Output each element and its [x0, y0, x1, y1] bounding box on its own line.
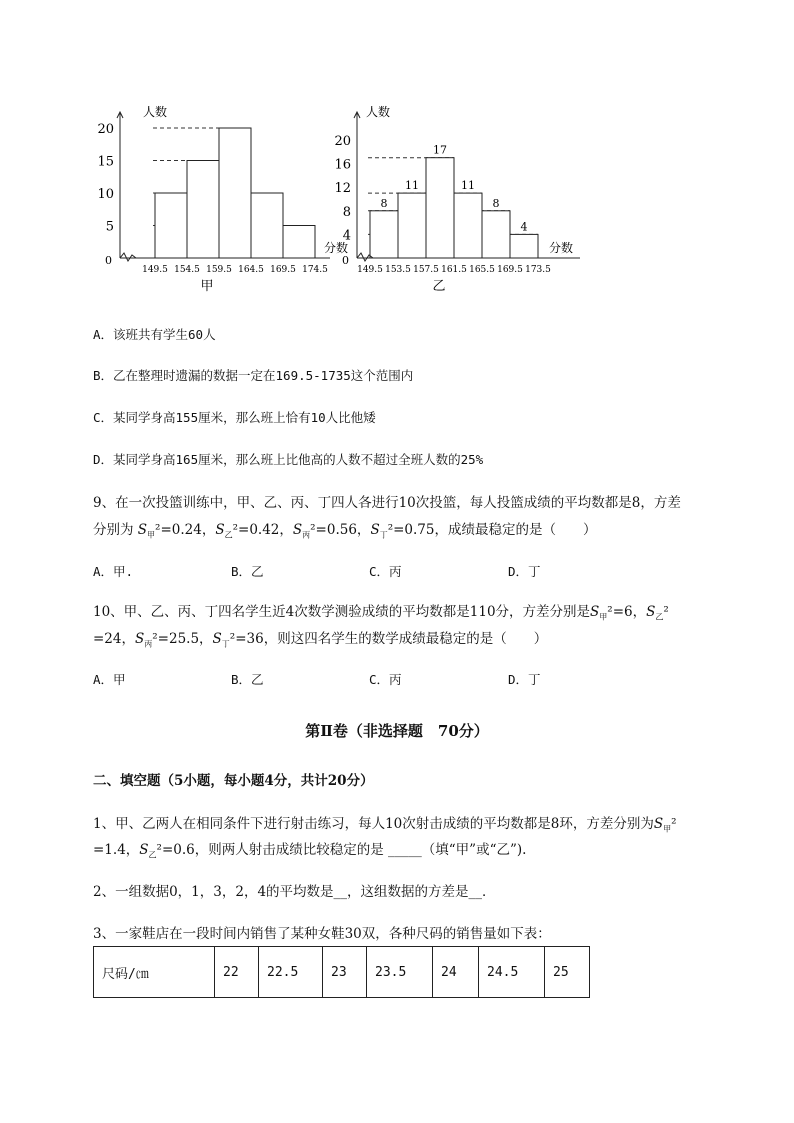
x-tick-label: 164.5 — [238, 265, 264, 275]
y-tick-label: 12 — [334, 181, 351, 197]
f3-text: 3、一家鞋店在一段时间内销售了某种女鞋30双，各种尺码的销售量如下表： — [93, 926, 551, 942]
histogram-bar — [482, 211, 510, 258]
x-tick-label: 169.5 — [497, 265, 523, 275]
size-cell: 24 — [433, 947, 479, 998]
histogram-bar — [454, 193, 482, 258]
q10-s4: S — [212, 631, 222, 647]
y-tick-label: 5 — [105, 219, 114, 235]
section2-title: 第Ⅱ卷（非选择题 70分） — [305, 722, 489, 740]
f1-val2: ²=0.6，则两人射击成绩比较稳定的是 _____（填“甲”或“乙”). — [156, 842, 527, 858]
q9-option-c: C．丙 — [369, 564, 402, 579]
y-tick-label: 15 — [97, 154, 114, 170]
x-tick-label: 159.5 — [206, 265, 232, 275]
y-axis-title: 人数 — [366, 105, 391, 119]
x-tick-label: 173.5 — [525, 265, 551, 275]
x-tick-label: 169.5 — [270, 265, 296, 275]
histogram-yi — [330, 100, 600, 300]
q10-option-c: C．丙 — [369, 672, 402, 687]
histogram-jia — [95, 100, 360, 300]
size-table — [93, 946, 590, 998]
q8-option-d: D．某同学身高165厘米，那么班上比他高的人数不超过全班人数的25% — [93, 452, 484, 467]
origin-label: 0 — [105, 254, 112, 267]
histogram-bar — [510, 234, 538, 258]
y-tick-label: 20 — [334, 134, 351, 149]
q10-text1: 10、甲、乙、丙、丁四名学生近4次数学测验成绩的平均数都是110分，方差分别是 — [93, 604, 591, 620]
q9-stem-line1: 9、在一次投篮训练中，甲、乙、丙、丁四人各进行10次投篮，每人投篮成绩的平均数都是8，方差 — [93, 495, 681, 511]
q9-option-b: B．乙 — [231, 564, 264, 579]
q9-s4: S — [370, 522, 380, 538]
q10-stem-line1 — [93, 600, 669, 623]
axis-break — [120, 253, 136, 261]
x-axis-title: 分数 — [549, 241, 574, 255]
q9-sub1: 甲 — [147, 530, 156, 540]
q9-s1: S — [137, 522, 148, 538]
q8-option-b: B．乙在整理时遗漏的数据一定在169.5-1735这个范围内 — [93, 368, 414, 383]
histogram-bar — [283, 226, 315, 259]
chart-name: 乙 — [432, 279, 446, 294]
histogram-bar — [251, 193, 283, 258]
bar-value-label: 4 — [520, 220, 528, 234]
q10-s2: S — [646, 604, 656, 620]
q9-stem-line2 — [93, 518, 596, 541]
bar-value-label: 8 — [380, 196, 388, 210]
q10-s1: S — [590, 604, 600, 620]
y-tick-label: 4 — [342, 228, 351, 244]
q9-val2: ²=0.42， — [232, 522, 293, 538]
size-cell: 25 — [545, 947, 590, 998]
q10-val3: ²=25.5， — [152, 631, 213, 647]
q10-option-d: D．丁 — [508, 672, 541, 687]
q9-prefix: 分别为 — [93, 522, 134, 538]
x-tick-label: 149.5 — [142, 265, 168, 275]
q9-option-a: A．甲. — [93, 564, 134, 579]
q10-sub4: 丁 — [221, 639, 230, 649]
x-tick-label: 153.5 — [385, 265, 411, 275]
q9-s3: S — [292, 522, 303, 538]
size-header-cell: 尺码/㎝ — [94, 947, 215, 998]
q10-stem-line2 — [93, 627, 547, 650]
q10-option-a: A．甲 — [93, 672, 126, 687]
q10-val4: ²=36，则这四名学生的数学成绩最稳定的是（ ） — [229, 631, 548, 647]
histogram-bar — [155, 193, 187, 258]
f1-text1: 1、甲、乙两人在相同条件下进行射击练习，每人10次射击成绩的平均数都是8环，方差分别为 — [93, 816, 654, 832]
chart-name: 甲 — [200, 279, 214, 294]
f1-sub2: 乙 — [148, 850, 157, 860]
histogram-bar — [187, 161, 219, 259]
histogram-bar — [370, 211, 398, 258]
y-axis-title: 人数 — [143, 105, 168, 119]
size-cell: 22 — [215, 947, 259, 998]
x-tick-label: 149.5 — [357, 265, 383, 275]
size-cell: 23.5 — [367, 947, 433, 998]
y-tick-label: 8 — [342, 204, 351, 220]
histogram-bar — [426, 158, 454, 258]
size-cell: 23 — [323, 947, 367, 998]
size-cell: 24.5 — [479, 947, 545, 998]
q10-sub2: 乙 — [655, 612, 664, 622]
f1-line1 — [93, 812, 677, 835]
histogram-bar — [219, 128, 251, 258]
x-tick-label: 165.5 — [469, 265, 495, 275]
q10-sub1: 甲 — [599, 612, 608, 622]
q10-val1: ²=6， — [607, 604, 647, 620]
histogram-bar — [398, 193, 426, 258]
q9-sub4: 丁 — [379, 530, 388, 540]
x-axis-title: 分数 — [324, 241, 349, 255]
q10-text2: =24， — [93, 631, 135, 647]
x-tick-label: 154.5 — [174, 265, 200, 275]
q10-option-b: B．乙 — [231, 672, 264, 687]
q9-sub3: 丙 — [302, 530, 311, 540]
q9-val1: ²=0.24， — [155, 522, 216, 538]
size-table-row — [94, 947, 590, 998]
f1-s2: S — [139, 842, 149, 858]
q10-s3: S — [135, 631, 145, 647]
fill-blank-title: 二、填空题（5小题，每小题4分，共计20分） — [93, 773, 374, 789]
bar-value-label: 11 — [405, 179, 419, 193]
q9-sub2: 乙 — [224, 530, 233, 540]
size-cell: 22.5 — [259, 947, 323, 998]
q10-val2: ² — [663, 604, 669, 620]
bar-value-label: 8 — [492, 196, 500, 210]
q8-option-a: A．该班共有学生60人 — [93, 327, 216, 342]
f1-sub1: 甲 — [663, 824, 672, 834]
x-tick-label: 174.5 — [302, 265, 328, 275]
f1-text2: =1.4， — [93, 842, 140, 858]
x-tick-label: 161.5 — [441, 265, 467, 275]
y-tick-label: 16 — [334, 157, 351, 173]
q9-val4: ²=0.75，成绩最稳定的是（ ） — [387, 522, 597, 538]
q8-option-c: C．某同学身高155厘米，那么班上恰有10人比他矮 — [93, 410, 376, 425]
origin-label: 0 — [342, 254, 349, 267]
f1-val1: ² — [671, 816, 677, 832]
f2-text: 2、一组数据0，1，3，2，4的平均数是__，这组数据的方差是__． — [93, 884, 496, 900]
f1-line2 — [93, 838, 526, 861]
bar-value-label: 17 — [433, 143, 447, 157]
q10-sub3: 丙 — [144, 639, 153, 649]
y-tick-label: 10 — [97, 187, 114, 202]
q9-option-d: D．丁 — [508, 564, 541, 579]
bar-value-label: 11 — [461, 179, 475, 193]
x-tick-label: 157.5 — [413, 265, 439, 275]
q9-s2: S — [215, 522, 225, 538]
q9-val3: ²=0.56， — [310, 522, 371, 538]
f1-s1: S — [653, 816, 664, 832]
y-tick-label: 20 — [97, 122, 114, 137]
